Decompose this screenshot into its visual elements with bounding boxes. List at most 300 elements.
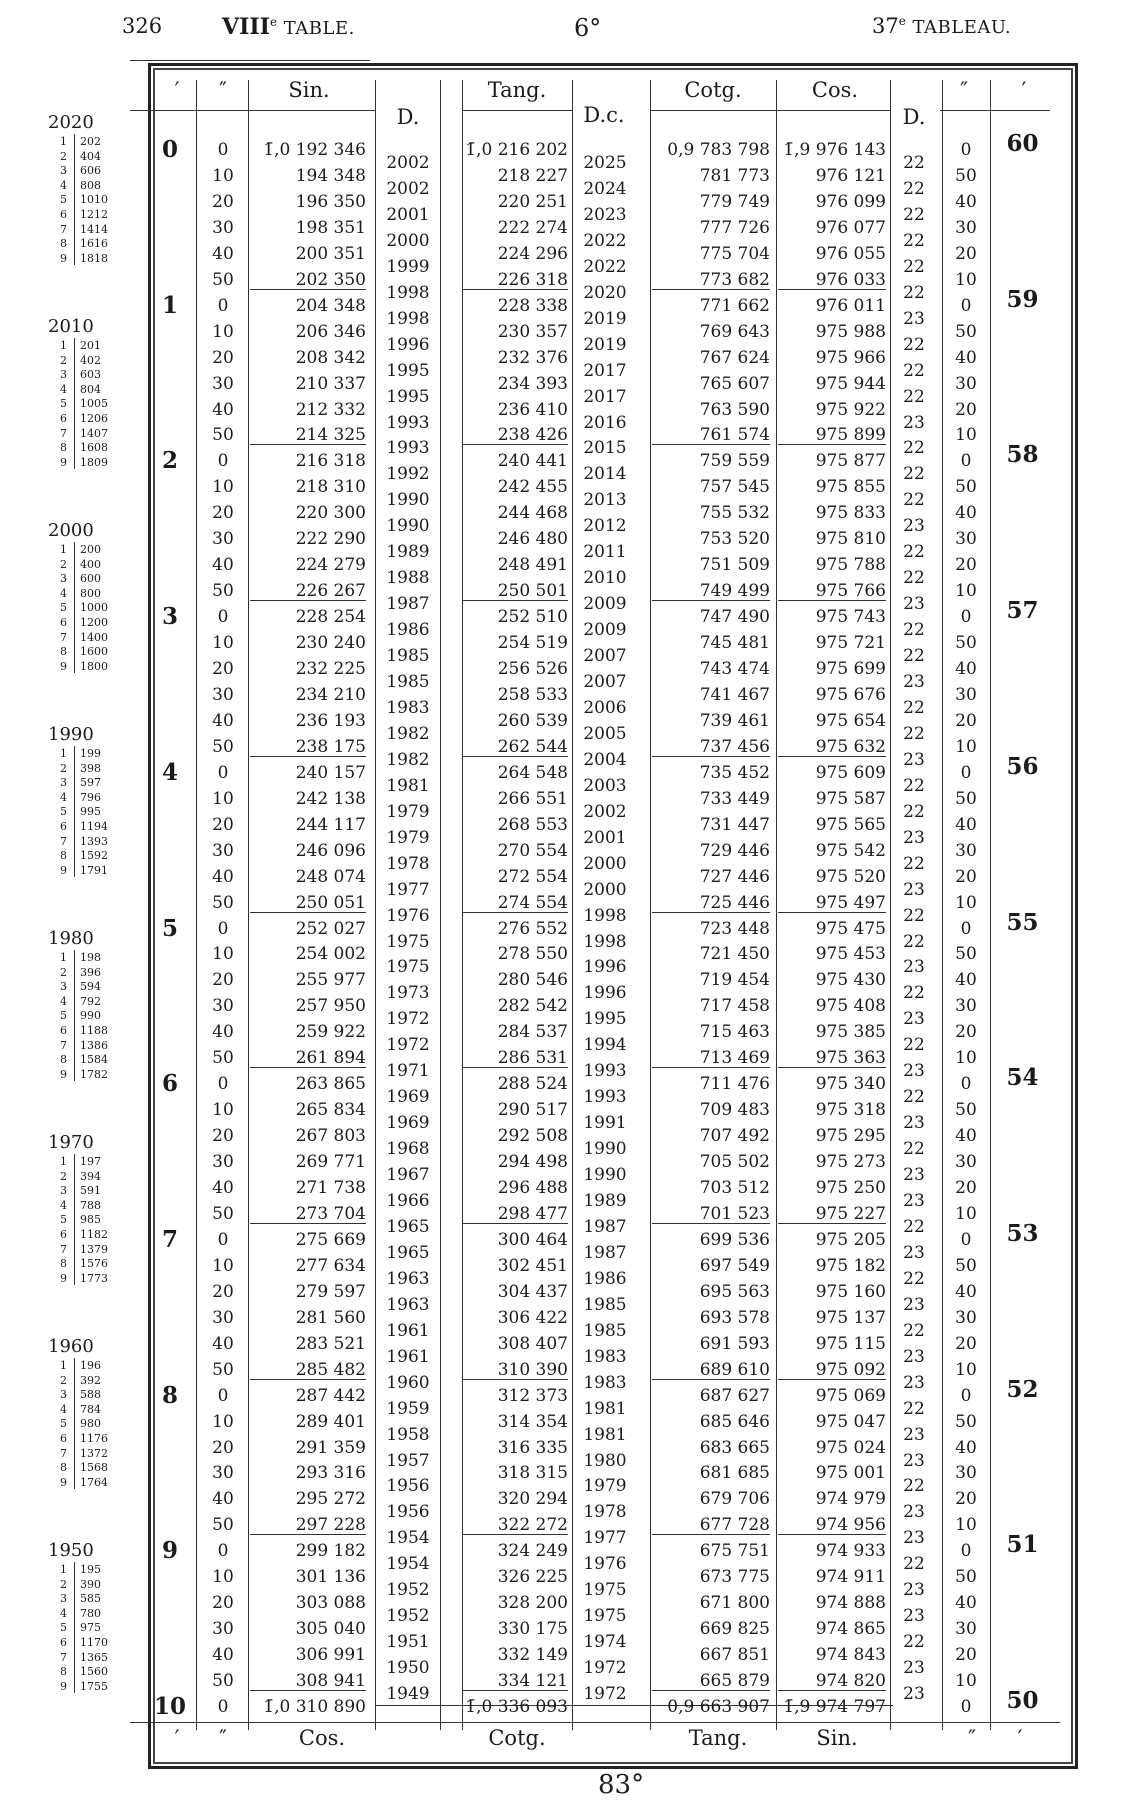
d2-diff: 23 <box>903 1294 925 1315</box>
d2-diff: 22 <box>903 1632 925 1653</box>
minute-right-7: 53 <box>1006 1219 1039 1247</box>
d1-diff: 1975 <box>386 957 430 978</box>
col-foot-tang: Tang. <box>688 1726 748 1750</box>
dc-diff: 2023 <box>583 204 627 225</box>
cos-value: 1̄,9 976 143 <box>783 140 886 160</box>
sin-value: 308 941 <box>250 1673 366 1691</box>
second-left: 20 <box>212 191 234 212</box>
d2-diff: 23 <box>903 308 925 329</box>
cotg-value: 711 476 <box>699 1074 770 1095</box>
side-divider <box>74 1562 75 1693</box>
d2-diff: 22 <box>903 360 925 381</box>
cotg-value: 761 574 <box>652 427 770 445</box>
sin-value: 291 359 <box>295 1437 366 1458</box>
cotg-value: 719 454 <box>699 970 770 991</box>
side-value: 1386 <box>80 1038 108 1052</box>
dc-diff: 1978 <box>583 1502 627 1523</box>
cos-value: 975 024 <box>815 1437 886 1458</box>
tang-value: 302 451 <box>497 1255 568 1276</box>
dc-diff: 2009 <box>583 620 627 641</box>
dc-diff: 2006 <box>583 697 627 718</box>
header-rule <box>650 110 890 111</box>
minute-left-9: 9 <box>161 1537 178 1565</box>
sin-value: 204 348 <box>295 295 366 316</box>
d2-diff: 23 <box>903 1684 925 1705</box>
side-digit: 2 <box>60 149 67 163</box>
tang-value: 334 121 <box>462 1673 568 1691</box>
side-head: 1950 <box>48 1540 94 1561</box>
column-divider <box>196 80 197 1730</box>
dc-diff: 2025 <box>583 153 627 173</box>
tang-value: 296 488 <box>497 1178 568 1198</box>
side-value: 804 <box>80 382 101 396</box>
cotg-value: 769 643 <box>699 321 770 342</box>
side-digit: 5 <box>60 601 67 615</box>
second-left: 20 <box>212 347 234 368</box>
side-digit: 8 <box>60 1053 67 1067</box>
side-value: 400 <box>80 557 101 571</box>
tang-value: 266 551 <box>497 788 568 809</box>
second-left: 0 <box>217 1541 229 1562</box>
side-value: 1592 <box>80 849 108 863</box>
footer-rule <box>130 1722 1060 1723</box>
d2-diff: 23 <box>903 1606 925 1627</box>
d1-diff: 1961 <box>386 1346 430 1367</box>
side-value: 1000 <box>80 601 108 615</box>
d2-diff: 23 <box>903 1580 925 1601</box>
d2-diff: 23 <box>903 1061 925 1082</box>
cotg-value: 681 685 <box>699 1463 770 1484</box>
d2-diff: 22 <box>903 464 925 485</box>
tang-value: 220 251 <box>497 191 568 212</box>
side-divider <box>74 134 75 265</box>
second-right: 30 <box>955 373 977 394</box>
second-left: 30 <box>212 840 234 861</box>
sin-value: 210 337 <box>295 373 366 394</box>
sin-value: 267 803 <box>295 1126 366 1147</box>
side-value: 1170 <box>80 1636 108 1649</box>
d1-diff: 1973 <box>386 983 430 1004</box>
second-right: 50 <box>955 165 977 186</box>
side-digit: 8 <box>60 1461 67 1475</box>
d1-diff: 1963 <box>386 1268 430 1289</box>
dc-diff: 1985 <box>583 1294 627 1315</box>
d2-diff: 23 <box>903 957 925 978</box>
tang-value: 224 296 <box>497 243 568 264</box>
dc-diff: 2003 <box>583 775 627 796</box>
side-head: 1980 <box>48 928 94 949</box>
second-left: 50 <box>212 1359 234 1380</box>
d2-diff: 22 <box>903 153 925 173</box>
side-value: 390 <box>80 1577 101 1591</box>
tableau-word: TABLEAU. <box>912 17 1012 38</box>
side-head: 1970 <box>48 1132 94 1153</box>
cos-value: 976 055 <box>815 243 886 264</box>
second-left: 50 <box>212 1048 234 1069</box>
side-digit: 4 <box>60 586 67 600</box>
side-digit: 3 <box>60 368 67 382</box>
second-left: 20 <box>212 1437 234 1458</box>
cotg-value: 709 483 <box>699 1100 770 1121</box>
second-left: 10 <box>212 1100 234 1121</box>
side-digit: 2 <box>60 1169 67 1183</box>
side-digit: 5 <box>60 397 67 411</box>
tang-value: 268 553 <box>497 814 568 835</box>
side-digit: 7 <box>60 834 67 848</box>
second-left: 0 <box>217 607 229 628</box>
cotg-value: 683 665 <box>699 1437 770 1458</box>
dc-diff: 2012 <box>583 516 627 537</box>
minute-right-9: 51 <box>1006 1531 1039 1559</box>
second-left: 0 <box>217 140 229 160</box>
side-digit: 1 <box>60 1563 67 1576</box>
cotg-value: 691 593 <box>699 1333 770 1354</box>
dc-diff: 1981 <box>583 1398 627 1419</box>
d2-diff: 23 <box>903 1113 925 1134</box>
d2-diff: 22 <box>903 568 925 589</box>
second-left: 10 <box>212 165 234 186</box>
col-head-sin: Sin. <box>288 78 330 102</box>
second-right: 40 <box>955 1437 977 1458</box>
d1-diff: 1981 <box>386 775 430 796</box>
sin-value: 273 704 <box>250 1206 366 1224</box>
second-right: 40 <box>955 1593 977 1614</box>
side-value: 1818 <box>80 251 108 265</box>
second-left: 30 <box>212 1152 234 1173</box>
tang-value: 306 422 <box>497 1307 568 1328</box>
second-right: 20 <box>955 243 977 264</box>
cos-value: 975 699 <box>815 659 886 679</box>
cotg-value: 715 463 <box>699 1022 770 1043</box>
side-value: 808 <box>80 178 101 192</box>
dc-diff: 2013 <box>583 490 627 511</box>
d2-diff: 22 <box>903 801 925 822</box>
cos-value: 975 654 <box>815 710 886 731</box>
tang-value: 222 274 <box>497 217 568 238</box>
d1-diff: 1956 <box>386 1502 430 1523</box>
second-right: 30 <box>955 840 977 861</box>
sin-value: 226 267 <box>250 583 366 601</box>
sin-value: 198 351 <box>295 217 366 238</box>
cotg-value: 763 590 <box>699 399 770 420</box>
side-digit: 3 <box>60 776 67 790</box>
cos-value: 976 011 <box>815 295 886 316</box>
tang-value: 256 526 <box>497 659 568 679</box>
second-right: 20 <box>955 1178 977 1198</box>
second-right: 0 <box>960 451 972 472</box>
cos-value: 1̄,9 974 797 <box>783 1697 886 1717</box>
side-digit: 7 <box>60 1650 67 1664</box>
second-left: 30 <box>212 1619 234 1640</box>
second-left: 40 <box>212 1333 234 1354</box>
cotg-value: 745 481 <box>699 633 770 654</box>
d1-diff: 1967 <box>386 1165 430 1186</box>
cos-value: 975 966 <box>815 347 886 368</box>
cotg-value: 687 627 <box>699 1385 770 1406</box>
cos-value: 974 865 <box>815 1619 886 1640</box>
side-divider <box>74 542 75 673</box>
second-right: 0 <box>960 1541 972 1562</box>
side-digit: 5 <box>60 1621 67 1635</box>
header-rule <box>462 110 572 111</box>
cotg-value: 755 532 <box>699 503 770 524</box>
dc-diff: 1980 <box>583 1450 627 1471</box>
cos-value: 975 944 <box>815 373 886 394</box>
second-right: 40 <box>955 1281 977 1302</box>
side-value: 1414 <box>80 222 108 236</box>
cos-value: 975 385 <box>815 1022 886 1043</box>
sin-value: 1̄,0 310 890 <box>263 1697 366 1717</box>
sin-value: 263 865 <box>295 1074 366 1095</box>
second-left: 10 <box>212 1411 234 1432</box>
minute-right-8: 52 <box>1006 1375 1039 1403</box>
side-digit: 8 <box>60 645 67 659</box>
side-digit: 2 <box>60 353 67 367</box>
sin-value: 230 240 <box>295 633 366 654</box>
d1-diff: 1993 <box>386 438 430 459</box>
side-head: 2010 <box>48 316 94 337</box>
d2-diff: 22 <box>903 542 925 563</box>
cos-value: 975 520 <box>815 866 886 887</box>
tableau-sup: e <box>898 14 906 28</box>
cotg-value: 727 446 <box>699 866 770 887</box>
tang-value: 326 225 <box>497 1567 568 1588</box>
d1-diff: 1968 <box>386 1139 430 1160</box>
tang-value: 252 510 <box>497 607 568 628</box>
cos-value: 975 922 <box>815 399 886 420</box>
second-right: 20 <box>955 399 977 420</box>
cos-value: 975 542 <box>815 840 886 861</box>
sin-value: 257 950 <box>295 996 366 1017</box>
tang-value: 278 550 <box>497 944 568 965</box>
side-value: 784 <box>80 1402 101 1416</box>
second-left: 0 <box>217 1074 229 1095</box>
tang-value: 282 542 <box>497 996 568 1017</box>
second-right: 10 <box>955 1671 977 1692</box>
dc-diff: 2010 <box>583 568 627 589</box>
side-head: 1960 <box>48 1336 94 1357</box>
d2-diff: 22 <box>903 204 925 225</box>
d1-diff: 1990 <box>386 490 430 511</box>
second-right: 20 <box>955 1489 977 1510</box>
tang-value: 242 455 <box>497 477 568 498</box>
cos-value: 975 069 <box>815 1385 886 1406</box>
side-value: 1782 <box>80 1067 108 1081</box>
sin-value: 208 342 <box>295 347 366 368</box>
d2-diff: 23 <box>903 1009 925 1030</box>
dc-diff: 2011 <box>583 542 627 563</box>
dc-diff: 2004 <box>583 749 627 770</box>
d2-diff: 22 <box>903 646 925 667</box>
side-value: 1393 <box>80 834 108 848</box>
second-right: 10 <box>955 581 977 602</box>
side-value: 1791 <box>80 863 108 877</box>
column-divider <box>990 80 991 1730</box>
sin-value: 271 738 <box>295 1178 366 1198</box>
second-left: 10 <box>212 1255 234 1276</box>
cotg-value: 779 749 <box>699 191 770 212</box>
d1-diff: 1998 <box>386 308 430 329</box>
cotg-value: 699 536 <box>699 1229 770 1250</box>
side-digit: 8 <box>60 1257 67 1271</box>
cos-value: 975 182 <box>815 1255 886 1276</box>
second-right: 10 <box>955 1515 977 1536</box>
sin-value: 194 348 <box>295 165 366 186</box>
cotg-value: 765 607 <box>699 373 770 394</box>
cos-value: 975 115 <box>815 1333 886 1354</box>
sin-value: 281 560 <box>295 1307 366 1328</box>
side-value: 1400 <box>80 630 108 644</box>
dc-diff: 2007 <box>583 646 627 667</box>
side-value: 1755 <box>80 1679 108 1693</box>
minute-right-1: 59 <box>1006 285 1039 313</box>
dc-diff: 2002 <box>583 801 627 822</box>
d1-diff: 1982 <box>386 749 430 770</box>
second-right: 30 <box>955 217 977 238</box>
cotg-value: 775 704 <box>699 243 770 264</box>
d2-diff: 22 <box>903 1268 925 1289</box>
side-value: 198 <box>80 951 101 964</box>
d1-diff: 1961 <box>386 1320 430 1341</box>
d1-diff: 1958 <box>386 1424 430 1445</box>
dc-diff: 2022 <box>583 230 627 251</box>
sin-value: 206 346 <box>295 321 366 342</box>
cotg-value: 679 706 <box>699 1489 770 1510</box>
side-divider <box>74 1358 75 1489</box>
d1-diff: 1978 <box>386 853 430 874</box>
side-value: 1773 <box>80 1271 108 1285</box>
dc-diff: 1972 <box>583 1658 627 1679</box>
tang-value: 312 373 <box>497 1385 568 1406</box>
cos-value: 975 318 <box>815 1100 886 1121</box>
cos-value: 975 408 <box>815 996 886 1017</box>
side-digit: 6 <box>60 1432 67 1445</box>
second-left: 40 <box>212 555 234 576</box>
side-digit: 5 <box>60 805 67 819</box>
page-number: 326 <box>122 14 163 38</box>
sin-value: 214 325 <box>250 427 366 445</box>
sin-value: 222 290 <box>295 529 366 550</box>
dc-diff: 1983 <box>583 1346 627 1367</box>
sin-value: 301 136 <box>295 1567 366 1588</box>
d1-diff: 1965 <box>386 1216 430 1237</box>
tang-value: 260 539 <box>497 710 568 731</box>
tang-value: 248 491 <box>497 555 568 576</box>
tang-value: 288 524 <box>497 1074 568 1095</box>
cos-value: 975 363 <box>778 1050 886 1068</box>
cos-value: 975 609 <box>815 762 886 783</box>
col-head-d2: D. <box>902 105 926 129</box>
second-right: 20 <box>955 555 977 576</box>
second-right: 0 <box>960 607 972 628</box>
side-digit: 5 <box>60 1009 67 1023</box>
sin-value: 244 117 <box>295 814 366 835</box>
side-value: 404 <box>80 149 101 163</box>
dc-diff: 2005 <box>583 723 627 744</box>
second-left: 40 <box>212 399 234 420</box>
minute-left-7: 7 <box>161 1225 178 1253</box>
sin-value: 202 350 <box>250 272 366 290</box>
tang-value: 280 546 <box>497 970 568 991</box>
sin-value: 218 310 <box>295 477 366 498</box>
side-value: 597 <box>80 776 101 790</box>
second-left: 30 <box>212 1463 234 1484</box>
cotg-value: 749 499 <box>652 583 770 601</box>
second-right: 10 <box>955 736 977 757</box>
dc-diff: 2014 <box>583 464 627 485</box>
side-digit: 6 <box>60 208 67 221</box>
side-value: 985 <box>80 1213 101 1227</box>
degree-title: 6° <box>574 14 602 42</box>
second-right: 40 <box>955 659 977 679</box>
cos-value: 975 810 <box>815 529 886 550</box>
d2-diff: 23 <box>903 1346 925 1367</box>
side-digit: 9 <box>60 1067 67 1081</box>
cos-value: 976 121 <box>815 165 886 186</box>
dc-diff: 1990 <box>583 1165 627 1186</box>
side-digit: 7 <box>60 426 67 440</box>
tang-value: 324 249 <box>497 1541 568 1562</box>
sin-value: 305 040 <box>295 1619 366 1640</box>
side-digit: 4 <box>60 1606 67 1620</box>
cotg-value: 753 520 <box>699 529 770 550</box>
sin-value: 196 350 <box>295 191 366 212</box>
d1-diff: 2002 <box>386 178 430 199</box>
side-digit: 7 <box>60 1446 67 1460</box>
side-digit: 4 <box>60 382 67 396</box>
cotg-value: 695 563 <box>699 1281 770 1302</box>
second-left: 30 <box>212 996 234 1017</box>
d1-diff: 1986 <box>386 620 430 641</box>
d2-diff: 23 <box>903 1424 925 1445</box>
second-left: 0 <box>217 1385 229 1406</box>
table-rule <box>940 110 1050 111</box>
d1-diff: 1952 <box>386 1606 430 1627</box>
side-value: 199 <box>80 747 101 760</box>
second-right: 10 <box>955 1359 977 1380</box>
dc-diff: 1991 <box>583 1113 627 1134</box>
d2-diff: 22 <box>903 983 925 1004</box>
second-left: 30 <box>212 217 234 238</box>
d2-diff: 22 <box>903 931 925 952</box>
d1-diff: 1972 <box>386 1009 430 1030</box>
side-value: 980 <box>80 1417 101 1431</box>
table-sup: e <box>269 15 278 29</box>
side-digit: 6 <box>60 820 67 833</box>
side-digit: 5 <box>60 193 67 207</box>
d2-diff: 23 <box>903 594 925 615</box>
second-left: 40 <box>212 1489 234 1510</box>
second-right: 40 <box>955 1126 977 1147</box>
side-digit: 3 <box>60 1184 67 1198</box>
dc-diff: 2024 <box>583 178 627 199</box>
side-value: 195 <box>80 1563 101 1576</box>
sin-value: 269 771 <box>295 1152 366 1173</box>
side-value: 792 <box>80 994 101 1008</box>
sin-value: 248 074 <box>295 866 366 887</box>
tang-value: 250 501 <box>462 583 568 601</box>
cotg-value: 669 825 <box>699 1619 770 1640</box>
sin-value: 255 977 <box>295 970 366 991</box>
side-value: 1600 <box>80 645 108 659</box>
tang-value: 332 149 <box>497 1645 568 1666</box>
tang-value: 316 335 <box>497 1437 568 1458</box>
cos-value: 975 001 <box>815 1463 886 1484</box>
second-left: 20 <box>212 1593 234 1614</box>
d1-diff: 1979 <box>386 827 430 848</box>
cos-value: 976 077 <box>815 217 886 238</box>
dc-diff: 2015 <box>583 438 627 459</box>
